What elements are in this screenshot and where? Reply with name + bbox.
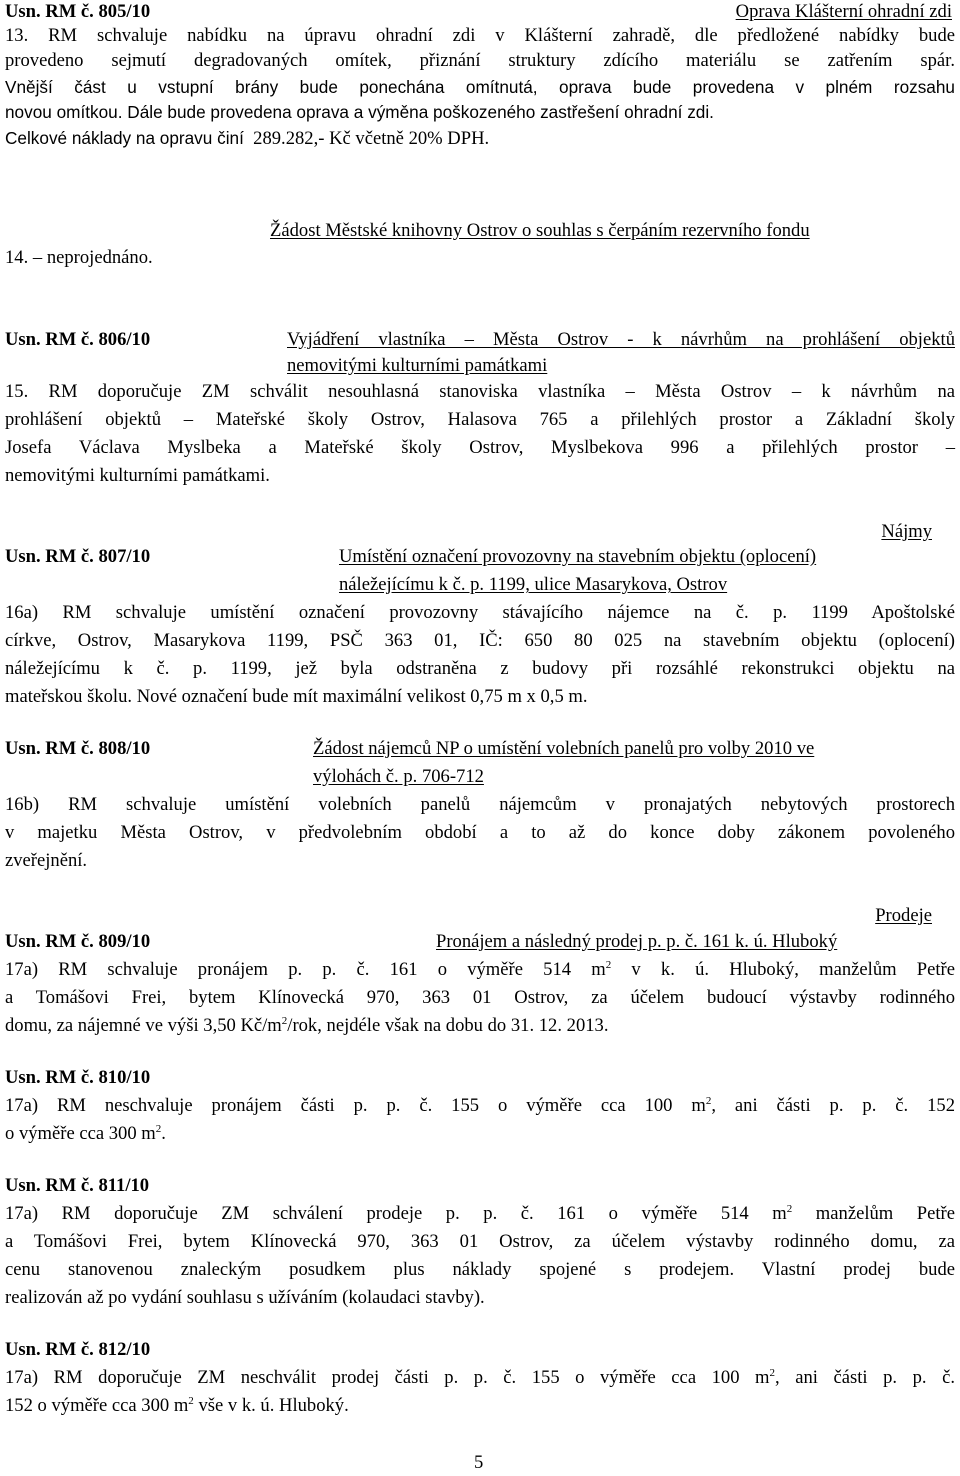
resolution-label-810: Usn. RM č. 810/10 (5, 1067, 151, 1088)
text-span: vše v k. ú. Hluboký. (193, 1395, 349, 1416)
total-amount: 289.282,- Kč včetně 20% DPH. (253, 128, 490, 149)
text-line (5, 127, 955, 150)
text-line: novou omítkou. Dále bude provedena oprava a výměna poškozeného zastřešení ohradní zdi. (5, 102, 714, 122)
text-line (5, 1015, 955, 1037)
text-line: a Tomášovi Frei, bytem Klínovecká 970, 363 01 Ostrov, za účelem výstavby rodinného domu, za (5, 1231, 955, 1252)
text-span: domu, za nájemné ve výši 3,50 Kč/m (5, 1015, 282, 1036)
resolution-title-809: Pronájem a následný prodej p. p. č. 161 k. ú. Hluboký (436, 931, 838, 952)
text-line: realizován až po vydání souhlasu s užíváním (kolaudaci stavby). (5, 1287, 485, 1308)
text-line (5, 959, 955, 981)
text-line: cenu stanovenou znaleckým posudkem plus náklady spojené s prodejem. Vlastní prodej bude (5, 1259, 955, 1280)
agenda-status-14: 14. – neprojednáno. (5, 247, 153, 268)
text-line (5, 1203, 955, 1225)
page-number: 5 (474, 1452, 484, 1473)
text-line (5, 1395, 955, 1417)
resolution-label-809: Usn. RM č. 809/10 (5, 931, 151, 952)
text-span: /rok, nejdéle však na dobu do 31. 12. 2013. (287, 1015, 609, 1036)
text-line (5, 1123, 955, 1145)
superscript: 2 (769, 1367, 776, 1379)
text-span: , ani části p. p. č. 152 (711, 1095, 955, 1116)
resolution-label-807: Usn. RM č. 807/10 (5, 546, 151, 567)
section-heading-prodeje: Prodeje (875, 905, 932, 926)
text-line: církve, Ostrov, Masarykova 1199, PSČ 363 01, IČ: 650 80 025 na stavebním objektu (oplocení) (5, 630, 955, 651)
section-heading-najmy: Nájmy (881, 521, 932, 542)
text-span: . (161, 1123, 166, 1144)
resolution-title-806-cont: nemovitými kulturními památkami (287, 355, 548, 376)
superscript: 2 (188, 1395, 194, 1407)
text-line: 15. RM doporučuje ZM schválit nesouhlasná stanoviska vlastníka – Města Ostrov – k návrhům na (5, 381, 955, 402)
text-span: 17a) RM neschvaluje pronájem části p. p. č. 155 o výměře cca 100 m (5, 1095, 706, 1116)
superscript: 2 (705, 1095, 712, 1107)
text-line: 16b) RM schvaluje umístění volebních panelů nájemcům v pronajatých nebytových prostorech (5, 794, 955, 815)
text-span: manželům Petře (792, 1203, 956, 1224)
text-line (5, 1095, 955, 1117)
resolution-label-805: Usn. RM č. 805/10 (5, 1, 151, 22)
text-line: prohlášení objektů – Mateřské školy Ostrov, Halasova 765 a přilehlých prostor a Základní školy (5, 409, 955, 430)
resolution-title-805: Oprava Klášterní ohradní zdi (735, 1, 952, 22)
text-line: Josefa Václava Myslbeka a Mateřské školy Ostrov, Myslbekova 996 a přilehlých prostor – (5, 437, 955, 458)
resolution-label-808: Usn. RM č. 808/10 (5, 738, 151, 759)
text-span: 17a) RM doporučuje ZM neschválit prodej části p. p. č. 155 o výměře cca 100 m (5, 1367, 770, 1388)
text-line: v majetku Města Ostrov, v předvolebním období a to až do konce doby zákonem povoleného (5, 822, 955, 843)
text-line: a Tomášovi Frei, bytem Klínovecká 970, 363 01 Ostrov, za účelem budoucí výstavby rodinného (5, 987, 955, 1008)
resolution-title-807-cont: náležejícímu k č. p. 1199, ulice Masarykova, Ostrov (339, 574, 728, 595)
text-line: provedeno sejmutí degradovaných omítek, přiznání struktury zdícího materiálu se zatřením spár. (5, 50, 955, 71)
text-span: 17a) RM doporučuje ZM schválení prodeje p. p. č. 161 o výměře 514 m (5, 1203, 787, 1224)
resolution-title-807: Umístění označení provozovny na stavebním objektu (oplocení) (339, 546, 817, 567)
resolution-title-806: Vyjádření vlastníka – Města Ostrov - k návrhům na prohlášení objektů (287, 329, 955, 350)
text-line: 13. RM schvaluje nabídku na úpravu ohradní zdi v Klášterní zahradě, dle předložené nabídky bude (5, 25, 955, 46)
superscript: 2 (605, 959, 612, 971)
resolution-label-811: Usn. RM č. 811/10 (5, 1175, 150, 1196)
text-span: v k. ú. Hluboký, manželům Petře (611, 959, 955, 980)
resolution-title-808: Žádost nájemců NP o umístění volebních panelů pro volby 2010 ve (313, 738, 815, 759)
agenda-title-14: Žádost Městské knihovny Ostrov o souhlas s čerpáním rezervního fondu (270, 220, 810, 241)
text-line: nemovitými kulturními památkami. (5, 465, 270, 486)
text-span: , ani části p. p. č. (775, 1367, 955, 1388)
text-line: Vnější část u vstupní brány bude ponechána omítnutá, oprava bude provedena v plném rozsahu (5, 77, 955, 97)
superscript: 2 (786, 1203, 793, 1215)
text-span: Celkové náklady na opravu činí (5, 128, 244, 148)
text-line (5, 1367, 955, 1389)
text-line: náležejícímu k č. p. 1199, jež byla odstraněna z budovy při rozsáhlé rekonstrukci objektu na (5, 658, 955, 679)
superscript: 2 (155, 1123, 162, 1135)
text-span: 152 o výměře cca 300 m (5, 1395, 189, 1416)
superscript: 2 (281, 1015, 288, 1027)
text-span: o výměře cca 300 m (5, 1123, 156, 1144)
text-line: 16a) RM schvaluje umístění označení provozovny stávajícího nájemce na č. p. 1199 Apoštolské (5, 602, 955, 623)
text-span: 17a) RM schvaluje pronájem p. p. č. 161 o výměře 514 m (5, 959, 606, 980)
resolution-label-806: Usn. RM č. 806/10 (5, 329, 151, 350)
resolution-label-812: Usn. RM č. 812/10 (5, 1339, 151, 1360)
text-line: mateřskou školu. Nové označení bude mít maximální velikost 0,75 m x 0,5 m. (5, 686, 588, 707)
resolution-title-808-cont: výlohách č. p. 706-712 (313, 766, 484, 787)
text-line: zveřejnění. (5, 850, 88, 871)
